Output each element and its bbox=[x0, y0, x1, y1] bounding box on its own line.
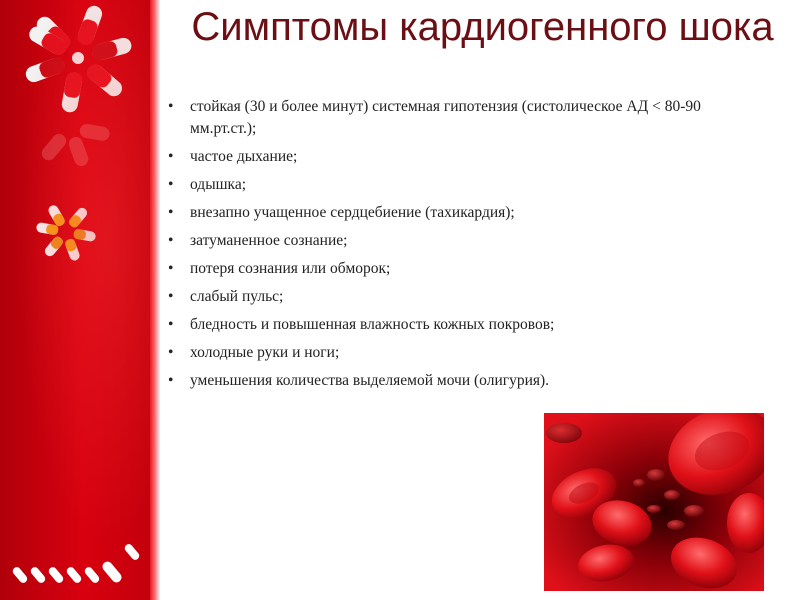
list-item: • потеря сознания или обморок; bbox=[168, 258, 768, 280]
list-item: • внезапно учащенное сердцебиение (тахикардия); bbox=[168, 202, 768, 224]
list-item: • частое дыхание; bbox=[168, 146, 768, 168]
list-item: • затуманенное сознание; bbox=[168, 230, 768, 252]
list-item: • бледность и повышенная влажность кожных покровов; bbox=[168, 314, 768, 336]
blood-cells-image bbox=[544, 413, 764, 591]
list-item: • одышка; bbox=[168, 174, 768, 196]
slide-title: Симптомы кардиогенного шока bbox=[191, 5, 774, 49]
list-item: • слабый пульс; bbox=[168, 286, 768, 308]
symptom-list bbox=[168, 96, 768, 398]
list-item: • холодные руки и ноги; bbox=[168, 342, 768, 364]
sidebar-divider bbox=[150, 0, 160, 600]
decorative-sidebar bbox=[0, 0, 150, 600]
list-item: • уменьшения количества выделяемой мочи (олигурия). bbox=[168, 370, 768, 392]
list-item: • стойкая (30 и более минут) системная гипотензия (систолическое АД < 80-90 мм.рт.ст.); bbox=[168, 96, 768, 140]
